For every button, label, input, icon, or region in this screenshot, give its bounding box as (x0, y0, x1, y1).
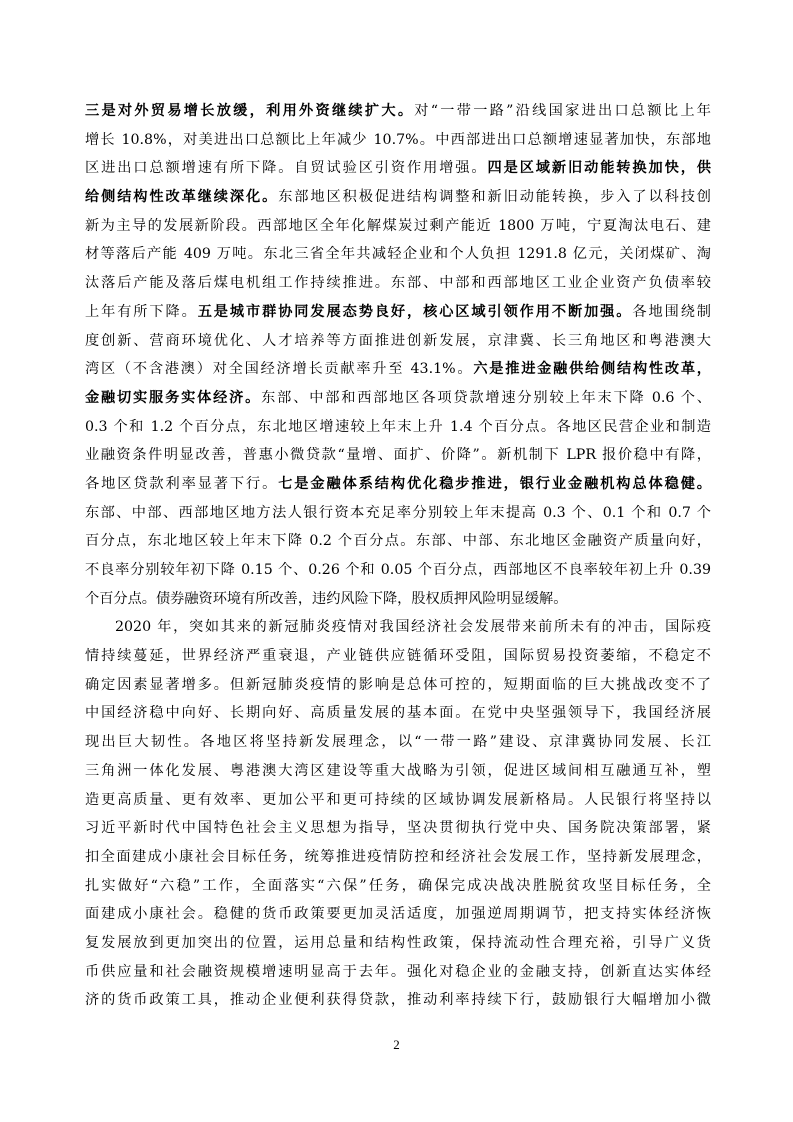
text-line (85, 900, 711, 929)
body-text: 2020 年，突如其来的新冠肺炎疫情对我国经济社会发展带来前所未有的冲击，国际疫 (115, 619, 711, 636)
bold-heading-text: 五是城市群协同发展态势良好，核心区域引领作用不断加强。 (197, 303, 633, 320)
body-text: 济的货币政策工具，推动企业便利获得贷款，推动利率持续下行，鼓励银行大幅增加小微 (85, 992, 711, 1009)
text-line (85, 671, 711, 700)
body-text: 各地围绕制 (632, 303, 711, 320)
body-text: 区进出口总额增速有所下降。自贸试验区引资作用增强。 (85, 160, 488, 177)
body-text: 业融资条件明显改善，普惠小微贷款“量增、面扩、价降”。新机制下 LPR 报价稳中有降， (85, 447, 711, 464)
text-line (85, 728, 711, 757)
text-line (85, 814, 711, 843)
text-line (85, 843, 711, 872)
text-line (85, 355, 711, 384)
text-line (85, 499, 711, 528)
text-line (85, 958, 711, 987)
body-text: 东部、中部和西部地区各项贷款增速分别较上年末下降 0.6 个、 (261, 389, 711, 406)
body-text: 汰落后产能及落后煤电机组工作持续推进。东部、中部和西部地区工业企业资产负债率较 (85, 275, 711, 292)
text-line (85, 298, 711, 327)
document-body (85, 97, 711, 1015)
body-text: 确定因素显著增多。但新冠肺炎疫情的影响是总体可控的，短期面临的巨大挑战改变不了 (85, 676, 711, 693)
body-text: 湾区（不含港澳）对全国经济增长贡献率升至 43.1%。 (85, 361, 474, 378)
bold-heading-text: 七是金融体系结构优化稳步推进，银行业金融机构总体稳健。 (278, 475, 711, 492)
text-line (85, 240, 711, 269)
body-text: 不良率分别较年初下降 0.15 个、0.26 个和 0.05 个百分点，西部地区不良率较年初上升 0.39 (85, 562, 711, 578)
body-text: 各地区贷款利率显著下行。 (85, 475, 279, 492)
body-text: 扎实做好“六稳”工作，全面落实“六保”任务，确保完成决战决胜脱贫攻坚目标任务，全 (85, 877, 711, 894)
body-text: 个百分点。债券融资环境有所改善，违约风险下降，股权质押风险明显缓解。 (85, 590, 568, 607)
text-line (85, 527, 711, 556)
text-line (85, 986, 711, 1015)
text-line (85, 872, 711, 901)
body-text: 面建成小康社会。稳健的货币政策要更加灵活适度，加强逆周期调节，把支持实体经济恢 (85, 906, 711, 923)
body-text: 造更高质量、更有效率、更加公平和更可持续的区域协调发展新格局。人民银行将坚持以 (85, 791, 711, 808)
body-text: 情持续蔓延，世界经济严重衰退，产业链供应链循环受阻，国际贸易投资萎缩，不稳定不 (85, 648, 711, 665)
text-line (85, 269, 711, 298)
text-line (85, 183, 711, 212)
bold-heading-text: 给侧结构性改革继续深化。 (85, 189, 279, 206)
body-text: 现出巨大韧性。各地区将坚持新发展理念，以“一带一路”建设、京津冀协同发展、长江 (85, 734, 711, 751)
body-text: 对“一带一路”沿线国家进出口总额比上年 (414, 103, 711, 119)
text-line (85, 212, 711, 241)
body-text: 扣全面建成小康社会目标任务，统筹推进疫情防控和经济社会发展工作，坚持新发展理念， (85, 848, 711, 865)
body-text: 复发展放到更加突出的位置，运用总量和结构性政策，保持流动性合理充裕，引导广义货 (85, 934, 711, 951)
body-text: 中国经济稳中向好、长期向好、高质量发展的基本面。在党中央坚强领导下，我国经济展 (85, 705, 711, 722)
bold-heading-text: 金融切实服务实体经济。 (85, 389, 262, 406)
text-line (85, 585, 711, 614)
text-line (85, 699, 711, 728)
text-line (85, 384, 711, 413)
text-line (85, 154, 711, 183)
body-text: 0.3 个和 1.2 个百分点，东北地区增速较上年末上升 1.4 个百分点。各地区民营企业和制造 (85, 418, 711, 435)
text-line (85, 642, 711, 671)
body-text: 材等落后产能 409 万吨。东北三省全年共减轻企业和个人负担 1291.8 亿元，关闭煤矿、淘 (85, 246, 711, 263)
body-text: 百分点，东北地区较上年末下降 0.2 个百分点。东部、中部、东北地区金融资产质量向好， (85, 533, 711, 550)
body-text: 三角洲一体化发展、粤港澳大湾区建设等重大战略为引领，促进区域间相互融通互补，塑 (85, 762, 711, 779)
body-text: 币供应量和社会融资规模增速明显高于去年。强化对稳企业的金融支持，创新直达实体经 (85, 963, 711, 980)
bold-heading-text: 四是区域新旧动能转换加快，供 (487, 160, 711, 177)
body-text: 上年有所下降。 (85, 303, 198, 320)
text-line (85, 97, 711, 126)
body-text: 东部、中部、西部地区地方法人银行资本充足率分别较上年末提高 0.3 个、0.1 个和 0.7 个 (85, 504, 711, 521)
text-line (85, 556, 711, 585)
text-line (85, 126, 711, 155)
text-line (85, 786, 711, 815)
text-line (85, 613, 711, 642)
text-line (85, 929, 711, 958)
text-line (85, 413, 711, 442)
text-line (85, 757, 711, 786)
text-line (85, 470, 711, 499)
body-text: 习近平新时代中国特色社会主义思想为指导，坚决贯彻执行党中央、国务院决策部署，紧 (85, 820, 711, 837)
body-text: 东部地区积极促进结构调整和新旧动能转换，步入了以科技创 (278, 189, 711, 206)
body-text: 增长 10.8%，对美进出口总额比上年减少 10.7%。中西部进出口总额增速显著加快，东部地 (85, 131, 711, 148)
text-line (85, 327, 711, 356)
body-text: 度创新、营商环境优化、人才培养等方面推进创新发展，京津冀、长三角地区和粤港澳大 (85, 332, 711, 349)
bold-heading-text: 三是对外贸易增长放缓，利用外资继续扩大。 (85, 103, 415, 119)
bold-heading-text: 六是推进金融供给侧结构性改革， (473, 361, 711, 378)
text-line (85, 441, 711, 470)
body-text: 新为主导的发展新阶段。西部地区全年化解煤炭过剩产能近 1800 万吨，宁夏淘汰电石、建 (85, 217, 711, 234)
page-number: 2 (393, 1037, 400, 1052)
